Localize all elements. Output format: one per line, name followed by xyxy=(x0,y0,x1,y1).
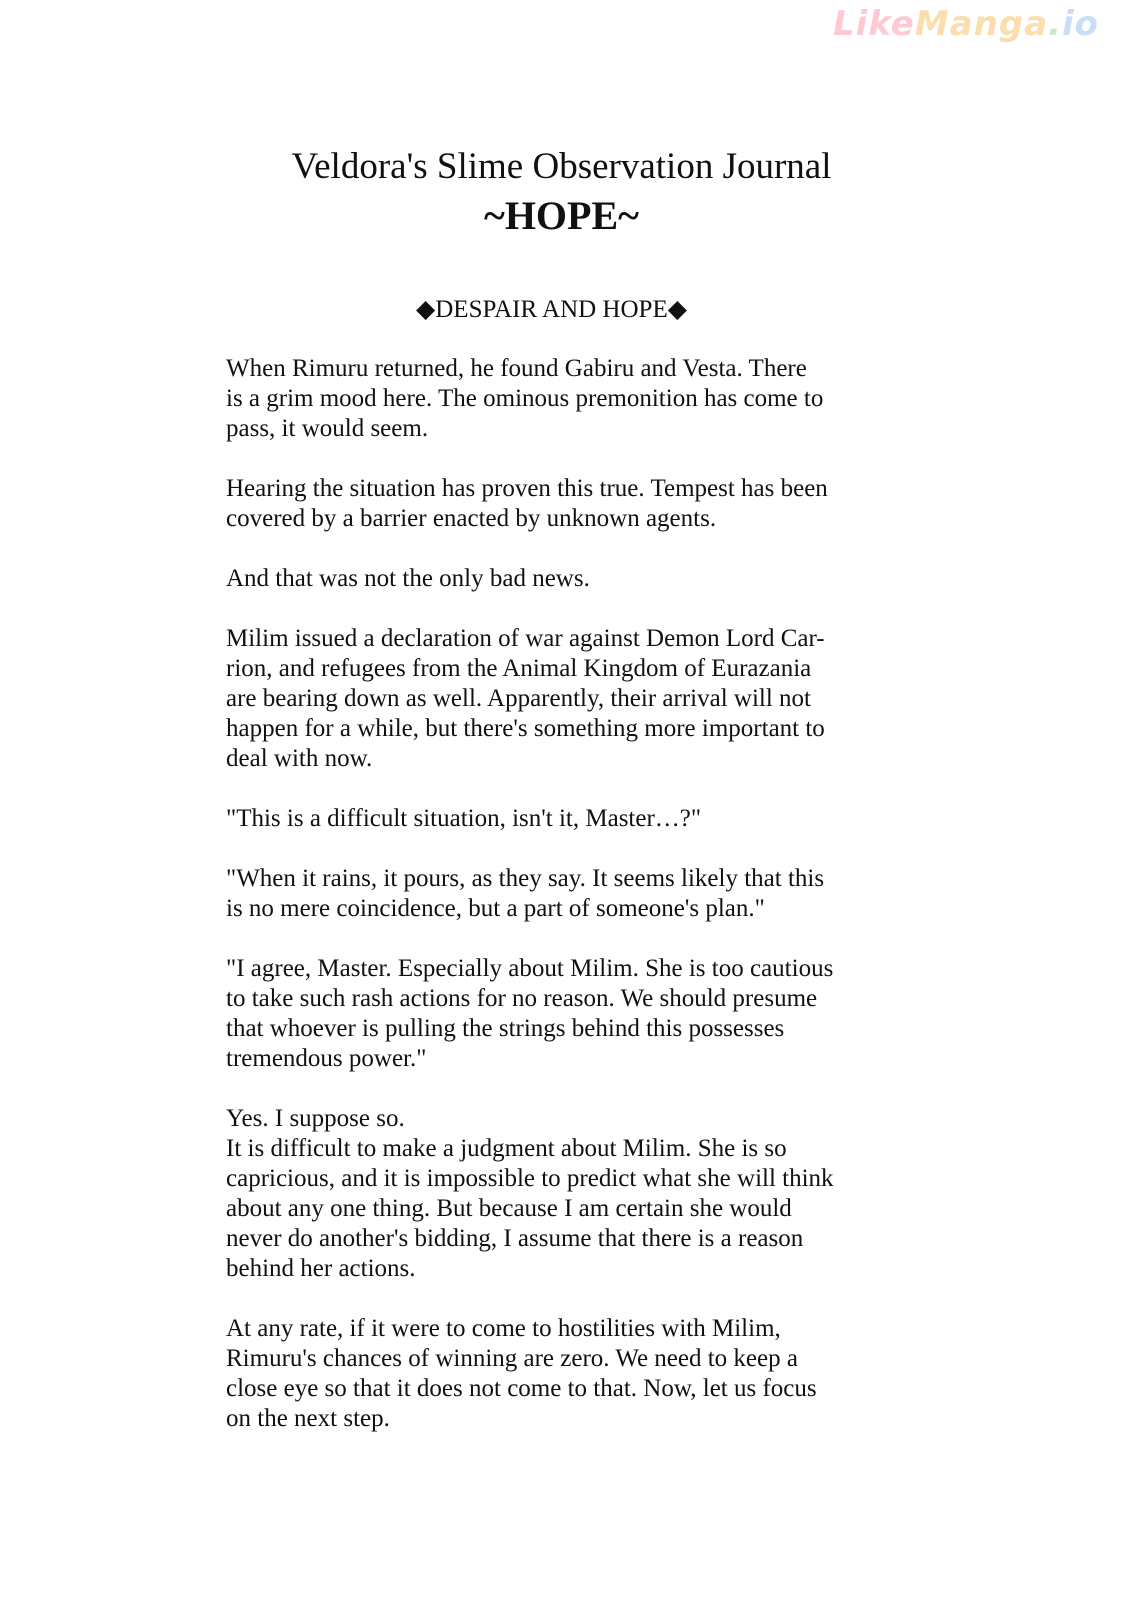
watermark-part-3: . xyxy=(1048,4,1062,44)
title-block xyxy=(0,142,1123,240)
paragraph: Hearing the situation has proven this true. Tempest has been covered by a barrier enacted by unknown agents. xyxy=(226,475,828,532)
watermark-part-1: Like xyxy=(833,4,915,44)
paragraph: "When it rains, it pours, as they say. It seems likely that this is no mere coincidence, but a part of someone's plan." xyxy=(226,865,825,922)
paragraph: Yes. I suppose so. It is difficult to make a judgment about Milim. She is so capricious, and it is impossible to predict what she will think about any one thing. But because I am certain she would never do another's bidding, I assume that there is a reason behind her actions. xyxy=(226,1105,834,1282)
watermark-part-4: io xyxy=(1061,4,1099,44)
paragraph: "I agree, Master. Especially about Milim. She is too cautious to take such rash actions for no reason. We should presume that whoever is pulling the strings behind this possesses tremendous power." xyxy=(226,955,834,1072)
paragraph: When Rimuru returned, he found Gabiru and Vesta. There is a grim mood here. The ominous premonition has come to pass, it would seem. xyxy=(226,355,824,442)
watermark-part-2: Manga xyxy=(914,4,1049,44)
paragraph: Milim issued a declaration of war against Demon Lord Car- rion, and refugees from the Animal Kingdom of Eurazania are bearing down as well. Apparently, their arrival will not happen for a while, but there's something more important to deal with now. xyxy=(226,625,825,772)
paragraph: And that was not the only bad news. xyxy=(226,565,590,592)
paragraph: At any rate, if it were to come to hostilities with Milim, Rimuru's chances of winning are zero. We need to keep a close eye so that it does not come to that. Now, let us focus on the next step. xyxy=(226,1315,817,1432)
journal-body xyxy=(226,354,886,1464)
page-subtitle: ~HOPE~ xyxy=(484,193,639,238)
paragraph: "This is a difficult situation, isn't it, Master…?" xyxy=(226,805,702,832)
section-heading: ◆DESPAIR AND HOPE◆ xyxy=(416,296,687,323)
page-title: Veldora's Slime Observation Journal xyxy=(291,146,832,187)
site-watermark xyxy=(833,4,1099,44)
